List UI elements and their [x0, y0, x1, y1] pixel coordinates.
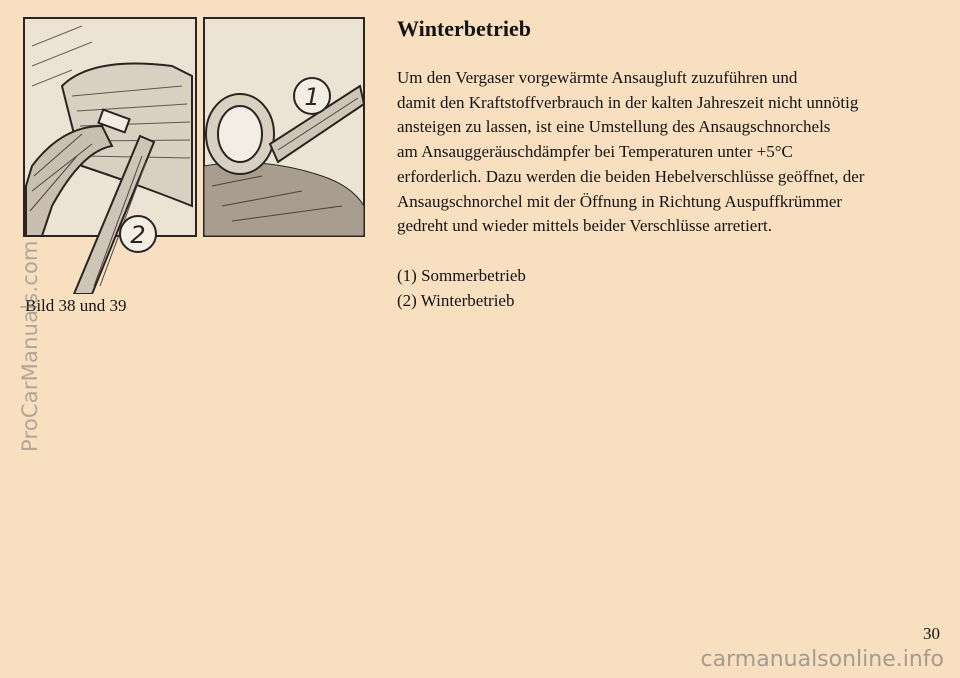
illustration-figure: [22, 16, 368, 294]
figure-caption: Bild 38 und 39: [25, 296, 127, 315]
paragraph-line: Ansaugschnorchel mit der Öffnung in Richtung Auspuffkrümmer: [397, 191, 843, 211]
side-watermark: ProCarManuals.com: [18, 240, 42, 452]
paragraph-line: gedreht und wieder mittels beider Verschlüsse arretiert.: [397, 216, 772, 236]
paragraph-line: erforderlich. Dazu werden die beiden Hebelverschlüsse geöffnet, der: [397, 166, 865, 186]
body-paragraph: [397, 66, 942, 239]
paragraph-line: am Ansauggeräuschdämpfer bei Temperaturen unter +5°C: [397, 142, 793, 162]
section-heading: Winterbetrieb: [397, 16, 532, 41]
air-intake-illustration: [22, 16, 368, 294]
paragraph-line: damit den Kraftstoffverbrauch in der kalten Jahreszeit nicht unnötig: [397, 92, 859, 112]
legend-item-summer: (1) Sommerbetrieb: [397, 265, 526, 285]
bottom-watermark: carmanualsonline.info: [700, 647, 944, 672]
text-column: [397, 14, 942, 313]
left-panel: [24, 18, 196, 294]
paragraph-line: Um den Vergaser vorgewärmte Ansaugluft zuzuführen und: [397, 68, 798, 87]
page-number: 30: [923, 624, 940, 643]
callout-2: 2: [130, 221, 146, 249]
right-panel: [204, 18, 364, 236]
legend-item-winter: (2) Winterbetrieb: [397, 290, 515, 310]
paragraph-line: ansteigen zu lassen, ist eine Umstellung des Ansaugschnorchels: [397, 117, 831, 137]
callout-legend: [397, 263, 942, 313]
callout-1: 1: [304, 83, 320, 111]
